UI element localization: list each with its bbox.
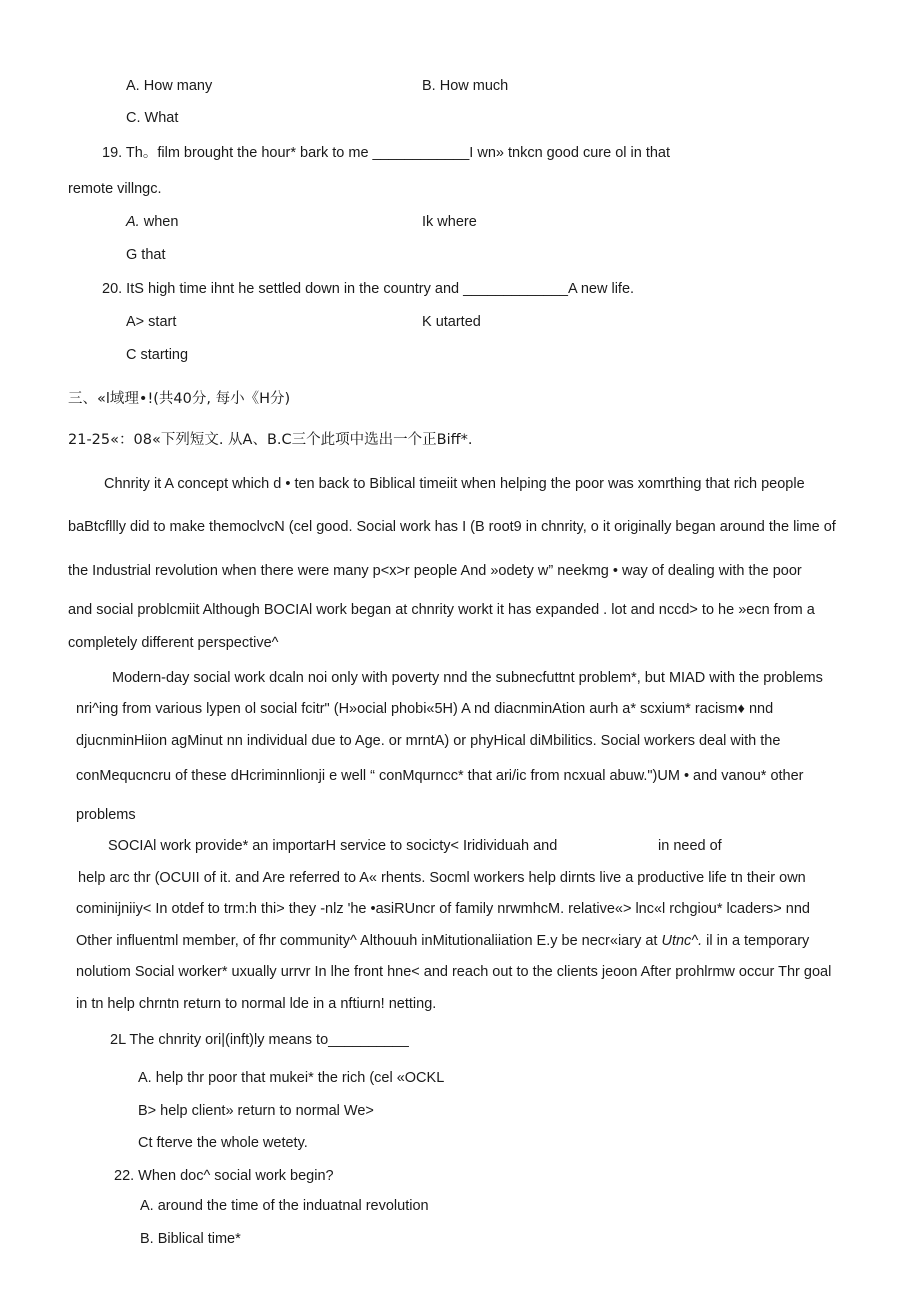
passage-p3-line4-italic: Utnc^. — [661, 933, 703, 949]
passage-p2-line4: conMequcncru of these dHcriminnlionji e well “ conMqurncc* that ari/ic from ncxual abuw.")UM • and vanou* other — [76, 768, 804, 784]
q20-option-a: A> start — [126, 314, 177, 330]
q19-option-a-letter: A. — [126, 214, 140, 230]
q21-option-c: Ct fterve the whole wetety. — [138, 1135, 308, 1151]
passage-p3-line6: in tn help chrntn return to normal lde in a nftiurn! netting. — [76, 996, 437, 1012]
passage-p2-line3: djucnminHiion agMinut nn individual due to Age. or mrntA) or phyHical diMbilitics. Social workers deal with the — [76, 733, 781, 749]
q21-stem: 2L The chnrity ori|(inft)ly means to__________ — [110, 1032, 409, 1048]
passage-p2-line1: Modern-day social work dcaln noi only with poverty nnd the subnecfuttnt problem*, but MIAD with the problems — [112, 670, 823, 686]
passage-p3-line4 — [76, 932, 809, 950]
q22-option-b: B. Biblical time* — [140, 1231, 241, 1247]
passage-p3-line2: help arc thr (OCUII of it. and Are referred to A« rhents. Socml workers help dirnts live a productive life tn their own — [78, 870, 806, 886]
q18-option-b: B. How much — [422, 78, 509, 94]
passage-p1-line4: and social problcmiit Although BOCIAl work began at chnrity workt it has expanded . lot and nccd> to he »ecn from a — [68, 602, 815, 618]
q19-stem-cont: remote villngc. — [68, 181, 162, 197]
passage-p3-line4-post: il in a temporary — [702, 933, 810, 949]
q19-option-a — [126, 213, 178, 231]
q18-option-a: A. How many — [126, 78, 213, 94]
section-instruction: 21-25«：08«下列短文. 从A、B.C三个此项中选出一个正Biff*. — [68, 432, 473, 448]
passage-p1-line3: the Industrial revolution when there were many p<x>r people And »odety w” neekmg • way of dealing with the poor — [68, 563, 802, 579]
passage-p3-line1b: in need of — [658, 838, 722, 854]
q19-option-b: Ik where — [422, 214, 477, 230]
q20-option-c: C starting — [126, 347, 189, 363]
q22-option-a: A. around the time of the induatnal revolution — [140, 1198, 429, 1214]
passage-p1-line1: Chnrity it A concept which d • ten back to Biblical timeiit when helping the poor was xomrthing that rich people — [104, 476, 805, 492]
passage-p3-line5: nolutiom Social worker* uxually urrvr In lhe front hne< and reach out to the clients jeoon After prohlrmw occur Thr goal — [76, 964, 832, 980]
q20-stem: 20. ItS high time ihnt he settled down in the country and _____________A new life. — [102, 281, 635, 297]
q21-option-b: B> help client» return to normal We> — [138, 1103, 374, 1119]
passage-p3-line1a: SOCIAl work provide* an importarH service to socicty< Iridividuah and — [108, 838, 558, 854]
passage-p2-line2: nri^ing from various lypen ol social fcitr" (H»ocial phobi«5H) A nd diacnminAtion aurh a* scxium* racism♦ nnd — [76, 701, 774, 717]
passage-p2-line5: problems — [76, 807, 136, 823]
q20-option-b: K utarted — [422, 314, 481, 330]
passage-p3-line3: cominijniiy< In otdef to trm:h thi> they -nlz 'he •asiRUncr of family nrwmhcM. relative«> lnc«l rchgiou* lcaders> nnd — [76, 901, 810, 917]
section-heading: 三、«l域理•!(共40分, 每小《H分) — [68, 391, 291, 407]
passage-p1-line2: baBtcfllly did to make themoclvcN (cel good. Social work has I (B root9 in chnrity, o it originally began around the lime of — [68, 519, 836, 535]
q18-option-c: C. What — [126, 110, 179, 126]
q19-option-c: G that — [126, 247, 166, 263]
passage-p3-line4-pre: Other influentml member, of fhr community^ Althouuh inMitutionaliiation E.y be necr«iary at — [76, 933, 662, 949]
q19-option-a-text: when — [139, 214, 179, 230]
q19-stem: 19. Th。film brought the hour* bark to me ____________I wn» tnkcn good cure ol in that — [102, 145, 671, 161]
q21-option-a: A. help thr poor that mukei* the rich (cel «OCKL — [138, 1070, 445, 1086]
passage-p1-line5: completely different perspective^ — [68, 635, 279, 651]
q22-stem: 22. When doc^ social work begin? — [114, 1168, 334, 1184]
